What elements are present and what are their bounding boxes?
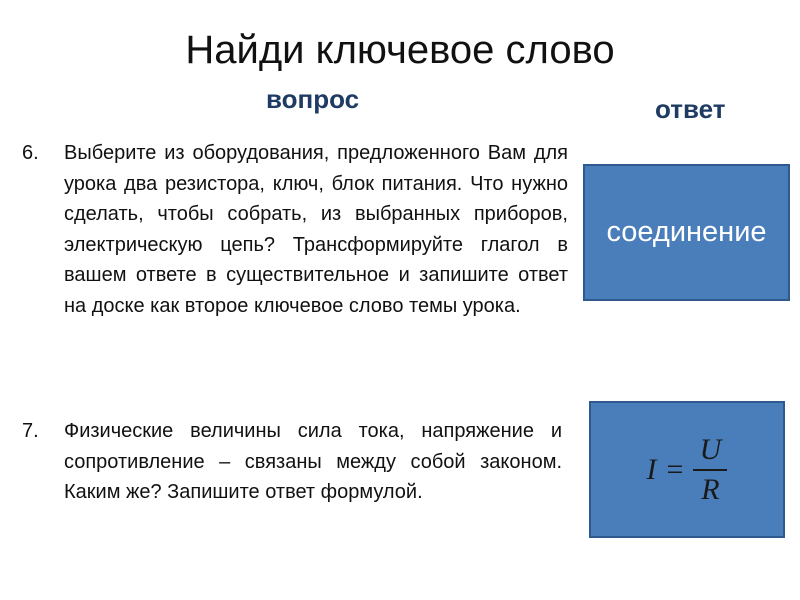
answer-box-1	[583, 164, 790, 301]
question-text: Выберите из оборудования, предложенного Вам для урока два резистора, ключ, блок питания. Что нужно сделать, чтобы собрать, из выбранных приборов, электрическую цепь? Трансформируйте глагол в вашем ответе в существительное и запишите ответ на доске как второе ключевое слово темы урока.	[64, 142, 568, 317]
slide-title: Найди ключевое слово	[185, 28, 615, 72]
answer-box-2	[589, 401, 785, 538]
answer-column-header: ответ	[655, 94, 726, 124]
formula-equals: =	[666, 452, 684, 486]
formula-current: I	[646, 452, 657, 486]
question-column-header: вопрос	[266, 84, 360, 114]
question-6	[22, 138, 568, 321]
formula-numerator: U	[699, 432, 722, 466]
question-number: 6.	[22, 142, 39, 164]
ohms-law-formula	[647, 433, 728, 507]
formula-fraction	[693, 433, 727, 507]
question-number: 7.	[22, 420, 39, 442]
formula-denominator: R	[701, 472, 720, 506]
fraction-bar	[693, 469, 727, 471]
answer-word: соединение	[606, 216, 767, 248]
question-7	[22, 416, 562, 508]
question-text: Физические величины сила тока, напряжение и сопротивление – связаны между собой законом. Каким же? Запишите ответ формулой.	[64, 420, 562, 503]
